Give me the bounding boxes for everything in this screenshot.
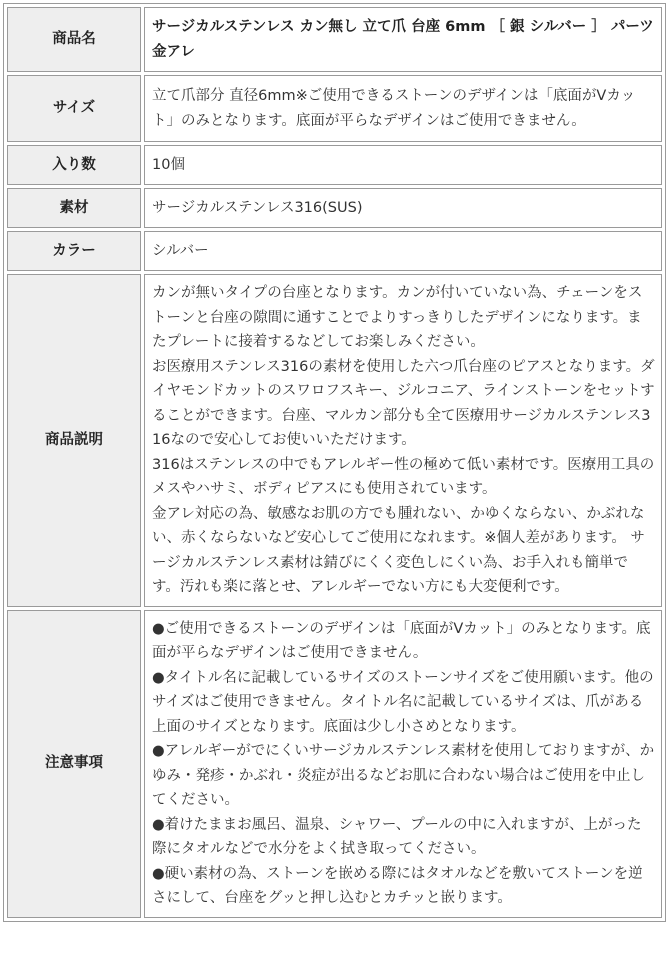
value-size: 立て爪部分 直径6mm※ご使用できるストーンのデザインは「底面がVカット」のみとなります。底面が平らなデザインはご使用できません。 xyxy=(144,75,662,142)
description-paragraph: カンが無いタイプの台座となります。カンが付いていない為、チェーンをストーンと台座の隙間に通すことでよりすっきりしたデザインになります。またプレートに接着するなどしてお楽しみください。 xyxy=(152,285,643,350)
description-paragraph: 316はステンレスの中でもアレルギー性の極めて低い素材です。医療用工具のメスやハサミ、ボディピアスにも使用されています。 xyxy=(152,456,655,497)
note-item: ●着けたままお風呂、温泉、シャワー、プールの中に入れますが、上がった際にタオルなどで水分をよく拭き取ってください。 xyxy=(152,816,642,857)
label-quantity: 入り数 xyxy=(7,145,141,185)
row-description xyxy=(7,274,662,607)
label-material: 素材 xyxy=(7,188,141,228)
description-paragraph: お医療用ステンレス316の素材を使用した六つ爪台座のピアスとなります。ダイヤモンドカットのスワロフスキー、ジルコニア、ラインストーンをセットすることができます。台座、マルカン部分も全て医療用サージカルステンレス316なので安心してお使いいただけます。 xyxy=(152,358,655,448)
row-notes xyxy=(7,610,662,918)
description-paragraph: 金アレ対応の為、敏感なお肌の方でも腫れない、かゆくならない、かぶれない、赤くならないなど安心してご使用になれます。※個人差があります。 サージカルステンレス素材は錆びにくく変色しにくい為、お手入れも簡単です。汚れも楽に落とせ、アレルギーでない方にも大変便利です。 xyxy=(152,505,645,595)
value-material: サージカルステンレス316(SUS) xyxy=(144,188,662,228)
row-material xyxy=(7,188,662,228)
note-item: ●硬い素材の為、ストーンを嵌める際にはタオルなどを敷いてストーンを逆さにして、台座をグッと押し込むとカチッと嵌ります。 xyxy=(152,865,643,906)
label-size: サイズ xyxy=(7,75,141,142)
row-color xyxy=(7,231,662,271)
note-item: ●アレルギーがでにくいサージカルステンレス素材を使用しておりますが、かゆみ・発疹・かぶれ・炎症が出るなどお肌に合わない場合はご使用を中止してください。 xyxy=(152,743,655,808)
value-color: シルバー xyxy=(144,231,662,271)
label-color: カラー xyxy=(7,231,141,271)
value-quantity: 10個 xyxy=(144,145,662,185)
row-quantity xyxy=(7,145,662,185)
label-description: 商品説明 xyxy=(7,274,141,607)
note-item: ●タイトル名に記載しているサイズのストーンサイズをご使用願います。他のサイズはご使用できません。タイトル名に記載しているサイズは、爪がある上面のサイズとなります。底面は少し小さめとなります。 xyxy=(152,669,654,735)
label-product-name: 商品名 xyxy=(7,7,141,72)
value-description xyxy=(144,274,662,607)
product-spec-table xyxy=(3,3,666,922)
value-notes xyxy=(144,610,662,918)
value-product-name: サージカルステンレス カン無し 立て爪 台座 6mm ［ 銀 シルバー ］ パーツ 金アレ xyxy=(144,7,662,72)
note-item: ●ご使用できるストーンのデザインは「底面がVカット」のみとなります。底面が平らなデザインはご使用できません。 xyxy=(152,620,651,661)
row-size xyxy=(7,75,662,142)
label-notes: 注意事項 xyxy=(7,610,141,918)
row-product-name xyxy=(7,7,662,72)
